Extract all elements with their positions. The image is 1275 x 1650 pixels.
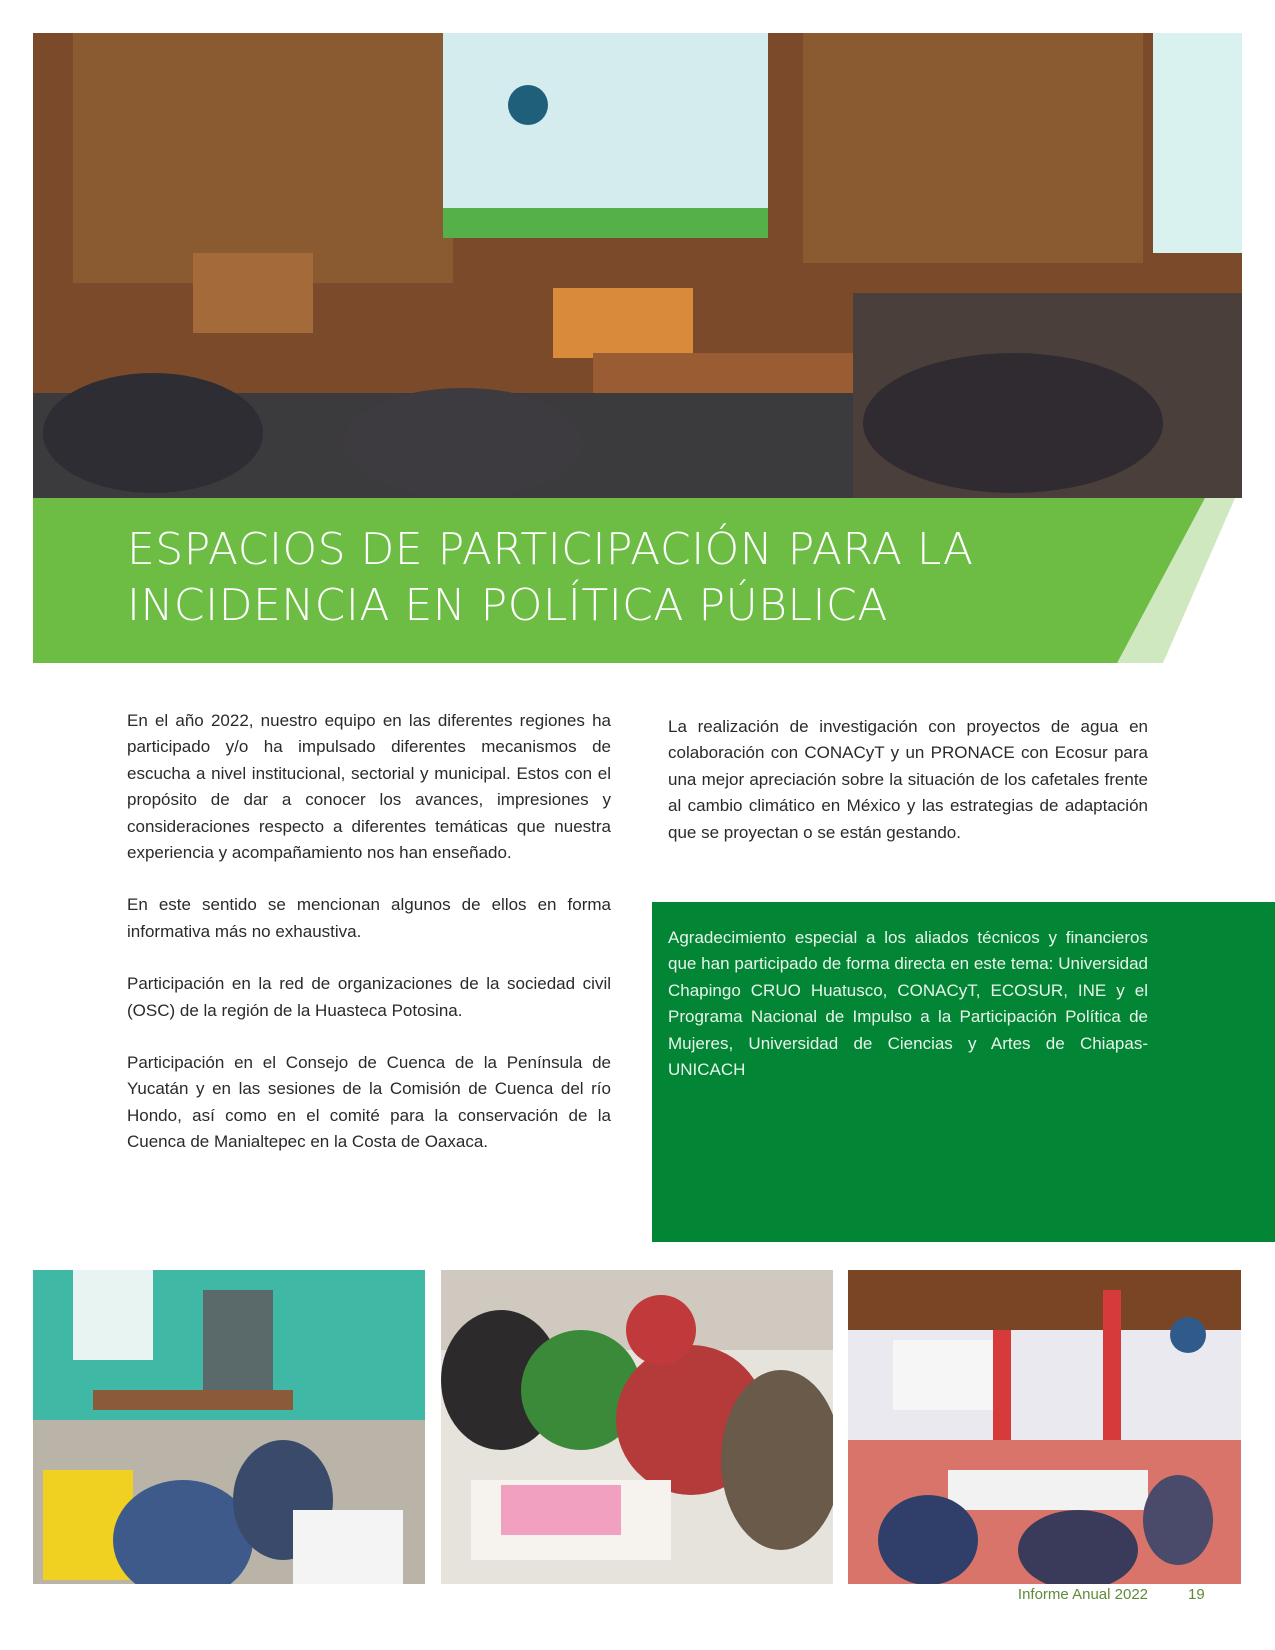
page-title-line-2: INCIDENCIA EN POLÍTICA PÚBLICA: [127, 580, 888, 631]
paragraph-intro: En el año 2022, nuestro equipo en las diferentes regiones ha participado y/o ha impulsado diferentes mecanismos de escucha a nivel institucional, sectorial y municipal. Estos con el propósito de dar a conocer los avances, impresiones y consideraciones respecto a diferentes temáticas que nuestra experiencia y acompañamiento nos han enseñado.: [127, 711, 611, 863]
paragraph-context: En este sentido se mencionan algunos de ellos en forma informativa más no exhaustiva.: [127, 895, 611, 941]
page-title-line-1: ESPACIOS DE PARTICIPACIÓN PARA LA: [127, 524, 974, 575]
footer-report-label: Informe Anual 2022: [1017, 1586, 1148, 1603]
hero-photo-illustration: [33, 33, 1242, 498]
meeting-photo-2-illustration: [441, 1270, 833, 1584]
paragraph-research: La realización de investigación con proyectos de agua en colaboración con CONACyT y un PRONACE con Ecosur para una mejor apreciación sobre la situación de los cafetales frente al cambio climático en México y las estrategias de adaptación que se proyectan o se están gestando.: [668, 717, 1148, 842]
acknowledgement-text: Agradecimiento especial a los aliados técnicos y financieros que han participado de forma directa en este tema: Universidad Chapingo CRUO Huatusco, CONACyT, ECOSUR, INE y el Programa Nacional de Impulso a la Participación Política de Mujeres, Universidad de Ciencias y Artes de Chiapas- UNICACH: [668, 928, 1148, 1080]
page-number: 19: [1188, 1586, 1205, 1603]
meeting-photo-1-illustration: [33, 1270, 425, 1584]
right-text-column: [668, 714, 1148, 872]
paragraph-basin-council: Participación en el Consejo de Cuenca de la Península de Yucatán y en las sesiones de la Comisión de Cuenca del río Hondo, así como en el comité para la conservación de la Cuenca de Manialtepec en la Costa de Oaxaca.: [127, 1053, 611, 1152]
paragraph-osc-network: Participación en la red de organizaciones de la sociedad civil (OSC) de la región de la Huasteca Potosina.: [127, 974, 611, 1020]
meeting-photo-3-illustration: [848, 1270, 1241, 1584]
page-title: [127, 522, 1107, 634]
meeting-photo-3: [848, 1270, 1241, 1584]
meeting-photo-2: [441, 1270, 833, 1584]
hero-photo: [33, 33, 1242, 498]
meeting-photo-1: [33, 1270, 425, 1584]
left-text-column: [127, 708, 611, 1182]
